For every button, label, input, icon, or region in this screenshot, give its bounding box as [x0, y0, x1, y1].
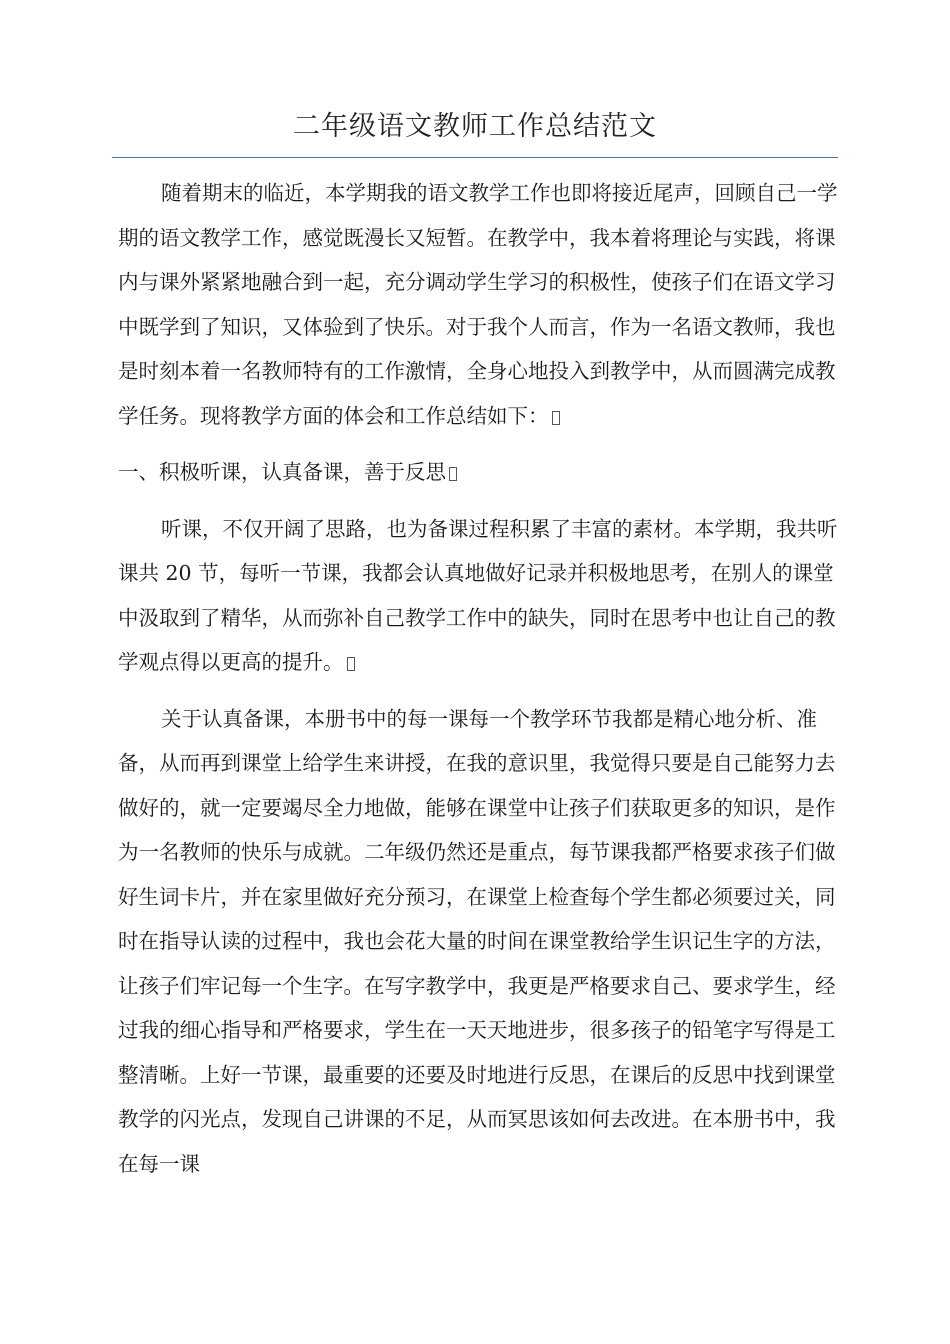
document-title: 二年级语文教师工作总结范文 [293, 111, 657, 142]
paragraph-mark-icon [449, 467, 457, 481]
paragraph-mark-icon [347, 657, 355, 671]
section-heading-text: 一、积极听课，认真备课，善于反思 [118, 460, 446, 484]
intro-paragraph [118, 171, 848, 438]
listening-paragraph-text: 听课，不仅开阔了思路，也为备课过程积累了丰富的素材。本学期，我共听课共 20 节，每听一节课，我都会认真地做好记录并积极地思考，在别人的课堂中汲取到了精华，从而弥补自己教学工作中的缺失，同时在思考中也让自己的教学观点得以更高的提升。 [118, 516, 838, 674]
preparation-paragraph: 关于认真备课，本册书中的每一课每一个教学环节我都是精心地分析、准备，从而再到课堂上给学生来讲授，在我的意识里，我觉得只要是自己能努力去做好的，就一定要竭尽全力地做，能够在课堂中让孩子们获取更多的知识，是作为一名教师的快乐与成就。二年级仍然还是重点，每节课我都严格要求孩子们做好生词卡片，并在家里做好充分预习，在课堂上检查每个学生都必须要过关，同时在指导认读的过程中，我也会花大量的时间在课堂教给学生识记生字的方法，让孩子们牢记每一个生字。在写字教学中，我更是严格要求自己、要求学生，经过我的细心指导和严格要求，学生在一天天地进步，很多孩子的铅笔字写得是工整清晰。上好一节课，最重要的还要及时地进行反思，在课后的反思中找到课堂教学的闪光点，发现自己讲课的不足，从而冥思该如何去改进。在本册书中，我在每一课 [118, 706, 836, 1176]
paragraph-mark-icon [552, 411, 560, 425]
listening-paragraph [118, 507, 848, 685]
intro-paragraph-text: 随着期末的临近，本学期我的语文教学工作也即将接近尾声，回顾自己一学期的语文教学工作，感觉既漫长又短暂。在教学中，我本着将理论与实践，将课内与课外紧紧地融合到一起，充分调动学生学习的积极性，使孩子们在语文学习中既学到了知识，又体验到了快乐。对于我个人而言，作为一名语文教师，我也是时刻本着一名教师特有的工作激情，全身心地投入到教学中，从而圆满完成教学任务。现将教学方面的体会和工作总结如下： [118, 181, 838, 428]
document-body [118, 171, 848, 1186]
section-heading [118, 450, 848, 495]
title-divider [112, 157, 838, 158]
